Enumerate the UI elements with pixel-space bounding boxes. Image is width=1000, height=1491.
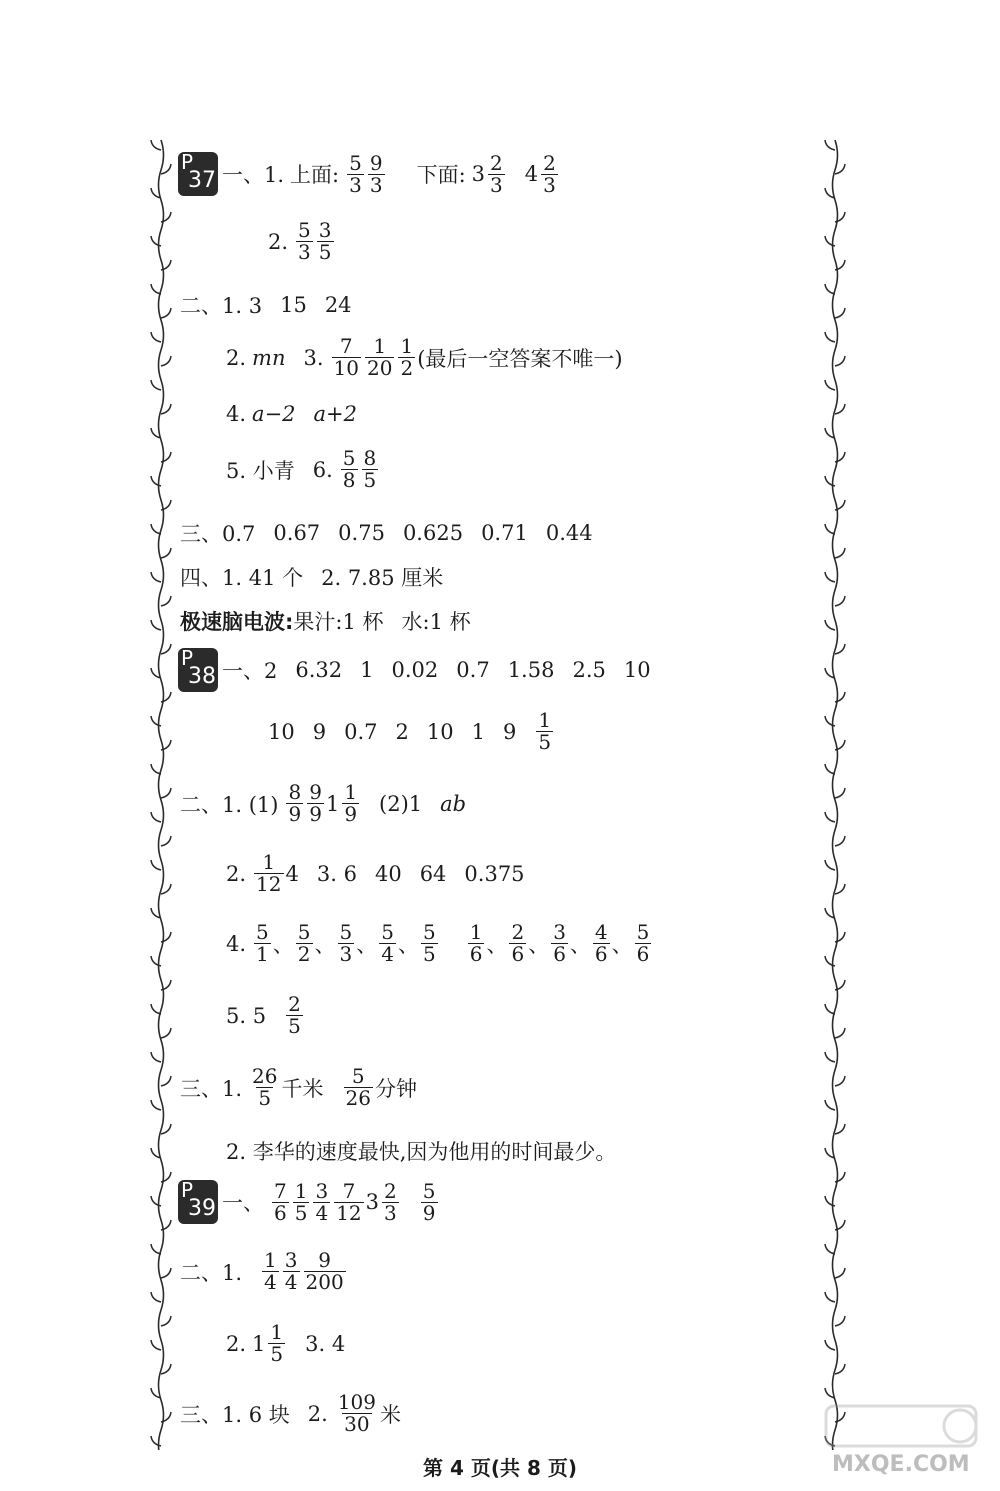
- vine-leaf: [151, 1340, 161, 1350]
- fraction: $\frac{109}{30}$: [337, 1390, 376, 1436]
- note-text: (最后一空答案不唯一): [417, 346, 623, 371]
- vine-leaf: [835, 1028, 845, 1038]
- fraction: $\frac{7}{10}$: [333, 334, 359, 380]
- answer-text: 0.375: [464, 861, 525, 886]
- vine-leaf: [825, 812, 835, 822]
- answer-text: 10: [426, 719, 454, 744]
- vine-leaf: [835, 308, 845, 318]
- fraction: $\frac{7}{12}$: [336, 1178, 362, 1225]
- answer-text: 0.02: [391, 658, 439, 682]
- fraction: $\frac{5}{4}$: [381, 920, 394, 966]
- p37-s4-line: [180, 562, 461, 592]
- p38-s2-q1-line: [180, 782, 484, 825]
- label-lower: 下面:: [416, 163, 466, 187]
- fraction: $\frac{2}{5}$: [288, 992, 301, 1038]
- p38-s2-q5-line: [226, 994, 305, 1037]
- answer-text: 1: [471, 719, 485, 744]
- vine-leaf: [825, 620, 835, 630]
- vine-leaf: [825, 380, 835, 390]
- answer-text: 3. 6: [316, 861, 357, 886]
- p39-s2-q1-line: [180, 1250, 348, 1293]
- answer-text: 9: [312, 719, 327, 744]
- p37-s2-q1-line: [180, 290, 370, 320]
- vine-leaf: [835, 836, 845, 846]
- separator: 、: [356, 932, 378, 957]
- answer-text: a−2: [252, 402, 296, 426]
- fraction: $\frac{5}{3}$: [298, 218, 311, 264]
- label-upper: 上面:: [290, 163, 340, 187]
- vine-leaf: [161, 836, 171, 846]
- fraction: $\frac{3}{5}$: [318, 218, 332, 264]
- brain-wave-label: 极速脑电波:: [180, 610, 294, 634]
- answer-text: 0.44: [545, 521, 593, 545]
- vine-leaf: [161, 596, 171, 606]
- answer-text: 10: [623, 658, 651, 682]
- fraction: $\frac{5}{5}$: [422, 920, 436, 966]
- answer-text: 果汁:1 杯: [293, 610, 384, 634]
- answer-text: 一、2: [222, 659, 278, 683]
- vine-leaf: [161, 1028, 171, 1038]
- answer-text: mn: [252, 345, 286, 370]
- question-number: 二、1. (1): [180, 792, 279, 817]
- fraction: $\frac{5}{3}$: [339, 920, 353, 966]
- answer-text: 0.625: [402, 521, 464, 545]
- vine-leaf: [161, 356, 171, 366]
- page-badge-37: P 37: [178, 152, 218, 196]
- vine-leaf: [151, 1052, 161, 1062]
- answer-text: 1.58: [507, 658, 555, 682]
- answer-text: 三、0.7: [180, 522, 256, 546]
- question-number: 一、: [222, 1191, 264, 1215]
- vine-leaf: [835, 356, 845, 366]
- fraction: $\frac{1}{12}$: [256, 850, 282, 896]
- fraction: $\frac{1}{4}$: [264, 1248, 277, 1294]
- fraction: $\frac{1}{5}$: [294, 1178, 308, 1225]
- p37-brain-line: [180, 606, 489, 636]
- fraction: $\frac{5}{1}$: [256, 920, 269, 966]
- answer-text: 0.71: [481, 521, 528, 545]
- answer-text: 0.67: [273, 521, 321, 545]
- question-number: 4.: [226, 402, 247, 426]
- fraction: $\frac{5}{3}$: [349, 150, 362, 197]
- vine-leaf: [825, 1292, 835, 1302]
- vine-leaf: [161, 1076, 171, 1086]
- unit-text: 分钟: [374, 1076, 417, 1101]
- question-number: 一、1.: [222, 163, 285, 187]
- answer-text: 2. 李华的速度最快,因为他用的时间最少。: [226, 1140, 617, 1164]
- fraction: $\frac{1}{6}$: [469, 920, 483, 966]
- answer-text: 6.32: [295, 658, 343, 682]
- fraction: $\frac{1}{5}$: [538, 708, 552, 754]
- p37-s2-q5-line: [226, 448, 380, 491]
- separator: 、: [272, 932, 294, 957]
- left-vine-border: [148, 140, 174, 1450]
- mixed-number: 1 $\frac{1}{9}$: [325, 780, 358, 826]
- question-number: 2.: [226, 1331, 247, 1356]
- p37-s3-line: [180, 518, 611, 548]
- question-number: 2.: [226, 345, 247, 370]
- p39-s2-q2-line: [226, 1322, 363, 1365]
- answer-text: 2. 7.85 厘米: [321, 566, 444, 590]
- watermark-text: MXQE.COM: [832, 1452, 970, 1477]
- separator: 、: [611, 932, 633, 957]
- vine-leaf: [151, 140, 161, 150]
- vine-leaf: [825, 1100, 835, 1110]
- separator: 、: [314, 932, 336, 957]
- answer-text: 2: [395, 719, 409, 744]
- answer-text: 40: [374, 861, 402, 886]
- vine-leaf: [151, 380, 161, 390]
- p37-s2-q4-line: [226, 402, 375, 426]
- vine-leaf: [835, 1316, 845, 1326]
- answer-text: 10: [268, 719, 295, 744]
- answer-text: 四、1. 41 个: [180, 566, 304, 590]
- fraction: $\frac{5}{2}$: [297, 920, 311, 966]
- answer-text: 3. 4: [305, 1331, 346, 1356]
- page-badge-39: P 39: [178, 1180, 218, 1224]
- answer-text: 二、1. 3: [180, 294, 263, 318]
- vine-leaf: [161, 788, 171, 798]
- fraction: $\frac{26}{5}$: [252, 1064, 278, 1110]
- fraction: $\frac{2}{6}$: [511, 920, 525, 966]
- vine-leaf: [161, 308, 171, 318]
- fraction: $\frac{7}{6}$: [274, 1178, 287, 1225]
- vine-leaf: [151, 572, 161, 582]
- fraction: $\frac{1}{2}$: [400, 334, 414, 380]
- fraction: $\frac{5}{6}$: [636, 920, 650, 966]
- question-number: 三、1.: [180, 1076, 243, 1101]
- vine-leaf: [161, 1268, 171, 1278]
- fraction: $\frac{3}{4}$: [315, 1178, 329, 1225]
- fraction: $\frac{9}{9}$: [309, 780, 322, 826]
- answer-text: 0.7: [344, 719, 378, 744]
- question-number: 二、1.: [180, 1260, 243, 1285]
- p37-q2-line: [268, 220, 336, 263]
- answer-text: 24: [324, 293, 352, 317]
- answer-text: a+2: [313, 402, 358, 426]
- vine-leaf: [825, 860, 835, 870]
- fraction: $\frac{5}{26}$: [345, 1064, 371, 1110]
- separator: 、: [397, 932, 419, 957]
- fraction: $\frac{8}{5}$: [363, 446, 377, 492]
- vine-leaf: [151, 1292, 161, 1302]
- p38-row1-line: [178, 648, 669, 692]
- vine-leaf: [151, 332, 161, 342]
- answer-text: ab: [440, 791, 467, 816]
- answer-text: 5. 小青: [226, 458, 295, 483]
- page-footer: 第 4 页(共 8 页): [423, 1456, 577, 1480]
- p37-s2-q2-line: [226, 336, 623, 379]
- question-number: 6.: [312, 457, 333, 482]
- answer-text: 4: [285, 861, 299, 886]
- vine-leaf: [161, 548, 171, 558]
- vine-leaf: [825, 572, 835, 582]
- answer-text: 15: [280, 293, 307, 317]
- vine-leaf: [161, 1316, 171, 1326]
- question-number: 2.: [307, 1401, 328, 1426]
- right-vine-border: [822, 140, 848, 1450]
- question-number: 2.: [226, 861, 247, 886]
- fraction: $\frac{9}{200}$: [305, 1248, 344, 1294]
- p38-s2-q4-line: [226, 922, 653, 965]
- answer-text: 1: [360, 658, 374, 682]
- answer-text: (2)1: [379, 791, 423, 816]
- mixed-number: 4 $\frac{2}{3}$: [524, 150, 556, 197]
- fraction: $\frac{9}{3}$: [369, 150, 383, 197]
- vine-leaf: [151, 1100, 161, 1110]
- question-number: 3.: [303, 345, 324, 370]
- separator: 、: [486, 932, 508, 957]
- vine-leaf: [825, 332, 835, 342]
- p38-s3-q1-line: [180, 1066, 417, 1109]
- fraction: $\frac{1}{20}$: [367, 334, 393, 380]
- page-badge-38: P 38: [178, 648, 218, 692]
- vine-leaf: [835, 548, 845, 558]
- separator: 、: [528, 932, 550, 957]
- answer-text: 0.75: [338, 521, 385, 545]
- answer-text: 64: [419, 861, 447, 886]
- answer-text: 三、1. 6 块: [180, 1402, 290, 1427]
- p37-q1-line: [178, 152, 578, 196]
- vine-leaf: [151, 812, 161, 822]
- vine-leaf: [835, 1076, 845, 1086]
- p39-s3-line: [180, 1392, 401, 1435]
- fraction: $\frac{4}{6}$: [594, 920, 608, 966]
- answer-text: 5. 5: [226, 1003, 267, 1028]
- vine-leaf: [151, 860, 161, 870]
- mixed-number: 3 $\frac{2}{3}$: [471, 150, 503, 197]
- vine-leaf: [825, 140, 835, 150]
- fraction: $\frac{8}{9}$: [288, 780, 302, 826]
- vine-leaf: [825, 1340, 835, 1350]
- question-number: 2.: [268, 229, 289, 254]
- answer-text: 9: [503, 719, 517, 744]
- answer-text: 2.5: [572, 658, 606, 682]
- answer-text: 0.7: [456, 658, 490, 682]
- answer-text: 水:1 杯: [401, 610, 471, 634]
- mixed-number: 3 $\frac{2}{3}$: [365, 1178, 397, 1225]
- mixed-number: 1 $\frac{1}{5}$: [252, 1320, 284, 1366]
- fraction: $\frac{5}{9}$: [422, 1178, 436, 1225]
- question-number: 4.: [226, 931, 247, 956]
- vine-leaf: [835, 1268, 845, 1278]
- vine-leaf: [835, 596, 845, 606]
- fraction: $\frac{5}{8}$: [342, 446, 356, 492]
- p38-s2-q2-line: [226, 852, 543, 895]
- p38-s3-q2-line: [226, 1136, 616, 1166]
- fraction: $\frac{3}{4}$: [284, 1248, 298, 1294]
- p38-row2-line: [268, 710, 555, 753]
- vine-leaf: [835, 788, 845, 798]
- unit-text: 千米: [281, 1076, 324, 1101]
- unit-text: 米: [379, 1402, 401, 1427]
- vine-leaf: [825, 1052, 835, 1062]
- vine-leaf: [151, 620, 161, 630]
- separator: 、: [569, 932, 591, 957]
- fraction: $\frac{3}{6}$: [553, 920, 566, 966]
- p39-s1-line: [178, 1180, 440, 1224]
